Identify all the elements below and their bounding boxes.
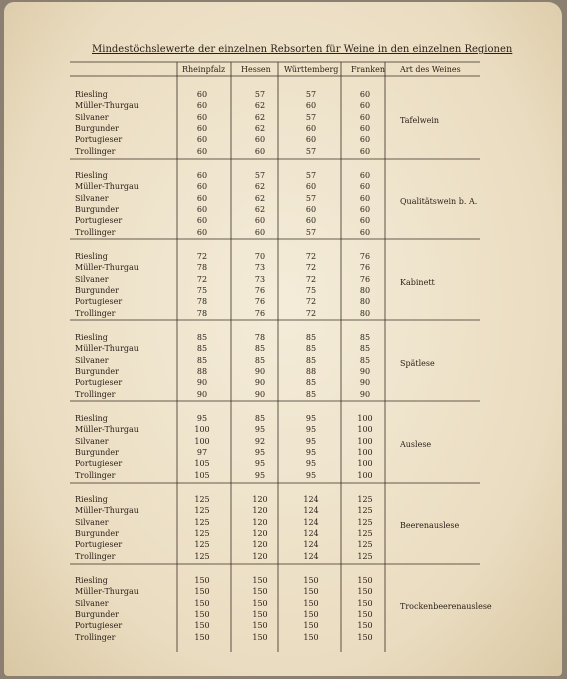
must-weight-value: 105 — [194, 459, 210, 469]
must-weight-value: 150 — [303, 576, 319, 585]
must-weight-value: 60 — [359, 193, 371, 203]
must-weight-value: 78 — [196, 263, 208, 273]
table-row — [4, 470, 562, 481]
must-weight-value: 62 — [254, 204, 266, 214]
table-row — [4, 146, 562, 157]
grape-variety: Silvaner — [75, 598, 109, 608]
must-weight-value: 85 — [196, 344, 208, 354]
wine-category-label: Spätlese — [400, 359, 435, 369]
table-row — [4, 134, 562, 145]
must-weight-value: 90 — [359, 378, 371, 388]
grape-variety: Portugieser — [75, 621, 123, 631]
must-weight-value: 60 — [305, 123, 317, 133]
must-weight-value: 124 — [303, 540, 319, 550]
must-weight-value: 57 — [305, 171, 317, 180]
must-weight-value: 125 — [357, 551, 373, 561]
must-weight-value: 88 — [196, 366, 208, 376]
must-weight-value: 85 — [305, 344, 317, 354]
table-row — [4, 494, 562, 505]
must-weight-value: 124 — [303, 517, 319, 527]
must-weight-value: 60 — [359, 112, 371, 122]
must-weight-value: 150 — [252, 621, 268, 631]
must-weight-value: 72 — [305, 274, 317, 284]
must-weight-value: 60 — [196, 227, 208, 237]
grape-variety: Burgunder — [75, 447, 119, 457]
must-weight-value: 73 — [254, 263, 266, 273]
must-weight-value: 60 — [254, 146, 266, 156]
must-weight-value: 95 — [254, 447, 266, 457]
must-weight-value: 85 — [254, 344, 266, 354]
must-weight-value: 95 — [305, 459, 317, 469]
must-weight-value: 76 — [359, 263, 371, 273]
must-weight-value: 60 — [196, 193, 208, 203]
grape-variety: Riesling — [75, 414, 108, 423]
must-weight-value: 80 — [359, 285, 371, 295]
table-row — [4, 413, 562, 424]
must-weight-value: 76 — [254, 308, 266, 318]
grape-variety: Trollinger — [75, 389, 116, 399]
must-weight-value: 120 — [252, 506, 268, 516]
must-weight-value: 60 — [359, 135, 371, 145]
grape-variety: Trollinger — [75, 146, 116, 156]
must-weight-value: 150 — [252, 609, 268, 619]
must-weight-value: 85 — [305, 378, 317, 388]
must-weight-value: 150 — [252, 632, 268, 642]
table-row — [4, 296, 562, 307]
must-weight-value: 124 — [303, 528, 319, 538]
must-weight-value: 90 — [196, 378, 208, 388]
table-row — [4, 551, 562, 562]
must-weight-value: 62 — [254, 101, 266, 111]
must-weight-value: 100 — [357, 459, 373, 469]
must-weight-value: 125 — [194, 551, 210, 561]
must-weight-value: 60 — [254, 216, 266, 226]
wine-category-label: Beerenauslese — [400, 521, 460, 531]
must-weight-value: 90 — [254, 366, 266, 376]
must-weight-value: 150 — [194, 632, 210, 642]
table-row — [4, 332, 562, 343]
table-row — [4, 389, 562, 400]
must-weight-value: 150 — [357, 609, 373, 619]
grape-variety: Müller-Thurgau — [75, 344, 139, 354]
must-weight-value: 120 — [252, 495, 268, 504]
grape-variety: Müller-Thurgau — [75, 101, 139, 111]
must-weight-value: 100 — [194, 436, 210, 446]
must-weight-value: 60 — [359, 101, 371, 111]
must-weight-value: 100 — [194, 425, 210, 435]
must-weight-value: 57 — [305, 112, 317, 122]
table-row — [4, 204, 562, 215]
must-weight-value: 78 — [196, 308, 208, 318]
header-art-des-weines: Art des Weines — [400, 65, 461, 74]
must-weight-value: 62 — [254, 193, 266, 203]
must-weight-value: 125 — [194, 506, 210, 516]
must-weight-value: 95 — [254, 425, 266, 435]
table-row — [4, 458, 562, 469]
header-rheinpfalz: Rheinpfalz — [182, 65, 226, 74]
grape-variety: Silvaner — [75, 436, 109, 446]
must-weight-value: 90 — [359, 389, 371, 399]
must-weight-value: 150 — [194, 576, 210, 585]
must-weight-value: 150 — [357, 632, 373, 642]
must-weight-value: 105 — [194, 470, 210, 480]
must-weight-value: 85 — [359, 333, 371, 342]
must-weight-value: 72 — [305, 297, 317, 307]
must-weight-value: 100 — [357, 470, 373, 480]
table-row — [4, 170, 562, 181]
table-row — [4, 343, 562, 354]
must-weight-value: 73 — [254, 274, 266, 284]
grape-variety: Trollinger — [75, 470, 116, 480]
must-weight-value: 125 — [357, 528, 373, 538]
must-weight-value: 60 — [305, 204, 317, 214]
must-weight-value: 60 — [359, 216, 371, 226]
grape-variety: Müller-Thurgau — [75, 425, 139, 435]
must-weight-value: 62 — [254, 182, 266, 192]
must-weight-value: 60 — [196, 123, 208, 133]
must-weight-value: 60 — [359, 227, 371, 237]
grape-variety: Burgunder — [75, 204, 119, 214]
grape-variety: Müller-Thurgau — [75, 263, 139, 273]
must-weight-value: 150 — [194, 609, 210, 619]
grape-variety: Burgunder — [75, 528, 119, 538]
must-weight-value: 150 — [303, 632, 319, 642]
must-weight-value: 60 — [196, 146, 208, 156]
must-weight-value: 150 — [194, 621, 210, 631]
must-weight-value: 88 — [305, 366, 317, 376]
must-weight-value: 100 — [357, 414, 373, 423]
must-weight-value: 60 — [359, 123, 371, 133]
must-weight-value: 72 — [305, 263, 317, 273]
grape-variety: Portugieser — [75, 297, 123, 307]
grape-variety: Riesling — [75, 333, 108, 342]
must-weight-value: 72 — [305, 308, 317, 318]
wine-category-label: Auslese — [400, 440, 432, 450]
must-weight-value: 60 — [305, 216, 317, 226]
must-weight-value: 150 — [252, 587, 268, 597]
grape-variety: Burgunder — [75, 285, 119, 295]
must-weight-value: 100 — [357, 436, 373, 446]
must-weight-value: 97 — [196, 447, 208, 457]
must-weight-value: 85 — [196, 355, 208, 365]
table-row — [4, 424, 562, 435]
must-weight-value: 78 — [196, 297, 208, 307]
table-row — [4, 100, 562, 111]
table-row — [4, 447, 562, 458]
must-weight-value: 85 — [359, 355, 371, 365]
must-weight-value: 95 — [196, 414, 208, 423]
grape-variety: Trollinger — [75, 308, 116, 318]
must-weight-value: 90 — [254, 389, 266, 399]
table-row — [4, 575, 562, 586]
must-weight-value: 60 — [359, 182, 371, 192]
table-row — [4, 308, 562, 319]
grape-variety: Müller-Thurgau — [75, 182, 139, 192]
table-row — [4, 181, 562, 192]
must-weight-value: 85 — [305, 355, 317, 365]
must-weight-value: 85 — [254, 414, 266, 423]
header-franken: Franken — [351, 65, 386, 74]
must-weight-value: 60 — [196, 101, 208, 111]
must-weight-value: 124 — [303, 506, 319, 516]
must-weight-value: 150 — [194, 598, 210, 608]
must-weight-value: 90 — [359, 366, 371, 376]
grape-variety: Portugieser — [75, 135, 123, 145]
must-weight-value: 85 — [196, 333, 208, 342]
grape-variety: Riesling — [75, 171, 108, 180]
must-weight-value: 150 — [303, 609, 319, 619]
must-weight-value: 60 — [196, 182, 208, 192]
must-weight-value: 60 — [196, 90, 208, 99]
must-weight-value: 95 — [305, 436, 317, 446]
table-row — [4, 528, 562, 539]
must-weight-value: 85 — [305, 333, 317, 342]
must-weight-value: 57 — [305, 90, 317, 99]
must-weight-value: 85 — [305, 389, 317, 399]
must-weight-value: 60 — [196, 112, 208, 122]
must-weight-value: 60 — [196, 135, 208, 145]
must-weight-value: 125 — [357, 506, 373, 516]
must-weight-value: 57 — [305, 146, 317, 156]
table-row — [4, 505, 562, 516]
must-weight-value: 80 — [359, 297, 371, 307]
grape-variety: Silvaner — [75, 517, 109, 527]
must-weight-value: 120 — [252, 528, 268, 538]
table-row — [4, 517, 562, 531]
grape-variety: Müller-Thurgau — [75, 506, 139, 516]
grape-variety: Riesling — [75, 495, 108, 504]
table-row — [4, 285, 562, 296]
must-weight-value: 95 — [305, 470, 317, 480]
grape-variety: Riesling — [75, 252, 108, 261]
table-row — [4, 377, 562, 388]
must-weight-value: 100 — [357, 425, 373, 435]
table-row — [4, 366, 562, 377]
must-weight-value: 57 — [305, 193, 317, 203]
must-weight-value: 60 — [254, 135, 266, 145]
must-weight-value: 120 — [252, 517, 268, 527]
must-weight-value: 60 — [305, 135, 317, 145]
must-weight-value: 60 — [359, 204, 371, 214]
must-weight-value: 76 — [359, 252, 371, 261]
grape-variety: Portugieser — [75, 540, 123, 550]
must-weight-value: 150 — [194, 587, 210, 597]
must-weight-value: 78 — [254, 333, 266, 342]
must-weight-value: 76 — [254, 297, 266, 307]
must-weight-value: 150 — [357, 598, 373, 608]
must-weight-value: 124 — [303, 495, 319, 504]
must-weight-value: 150 — [303, 621, 319, 631]
must-weight-value: 125 — [357, 517, 373, 527]
page-title: Mindestöchslewerte der einzelnen Rebsorten für Weine in den einzelnen Regionen — [92, 44, 513, 55]
must-weight-value: 85 — [359, 344, 371, 354]
must-weight-value: 72 — [196, 252, 208, 261]
must-weight-value: 60 — [359, 90, 371, 99]
must-weight-value: 76 — [254, 285, 266, 295]
must-weight-value: 120 — [252, 551, 268, 561]
must-weight-value: 62 — [254, 123, 266, 133]
must-weight-value: 92 — [254, 436, 266, 446]
table-row — [4, 620, 562, 631]
grape-variety: Riesling — [75, 90, 108, 99]
grape-variety: Trollinger — [75, 632, 116, 642]
must-weight-value: 150 — [303, 587, 319, 597]
grape-variety: Trollinger — [75, 227, 116, 237]
must-weight-value: 60 — [305, 182, 317, 192]
must-weight-value: 150 — [252, 598, 268, 608]
must-weight-value: 60 — [359, 171, 371, 180]
must-weight-value: 124 — [303, 551, 319, 561]
must-weight-value: 125 — [194, 495, 210, 504]
wine-category-label: Qualitätswein b. A. — [400, 197, 478, 207]
must-weight-value: 70 — [254, 252, 266, 261]
must-weight-value: 60 — [359, 146, 371, 156]
grape-variety: Silvaner — [75, 274, 109, 284]
must-weight-value: 60 — [305, 101, 317, 111]
grape-variety: Burgunder — [75, 366, 119, 376]
header-hessen: Hessen — [241, 65, 271, 74]
table-row — [4, 436, 562, 450]
table-row — [4, 215, 562, 226]
table-row — [4, 355, 562, 369]
must-weight-value: 57 — [254, 90, 266, 99]
table-row — [4, 632, 562, 643]
grape-variety: Trollinger — [75, 551, 116, 561]
table-row — [4, 123, 562, 134]
wine-category-label: Kabinett — [400, 278, 435, 288]
must-weight-value: 60 — [196, 216, 208, 226]
grape-variety: Portugieser — [75, 459, 123, 469]
table-row — [4, 112, 562, 126]
grape-variety: Burgunder — [75, 123, 119, 133]
grape-variety: Portugieser — [75, 378, 123, 388]
must-weight-value: 75 — [305, 285, 317, 295]
must-weight-value: 90 — [196, 389, 208, 399]
table-row — [4, 262, 562, 273]
must-weight-value: 150 — [357, 587, 373, 597]
must-weight-value: 80 — [359, 308, 371, 318]
grape-variety: Silvaner — [75, 193, 109, 203]
document-page — [4, 2, 562, 676]
grape-variety: Riesling — [75, 576, 108, 585]
must-weight-value: 72 — [305, 252, 317, 261]
table-row — [4, 274, 562, 288]
must-weight-value: 95 — [254, 470, 266, 480]
must-weight-value: 72 — [196, 274, 208, 284]
must-weight-value: 125 — [194, 540, 210, 550]
must-weight-value: 150 — [252, 576, 268, 585]
grape-variety: Silvaner — [75, 355, 109, 365]
must-weight-value: 57 — [305, 227, 317, 237]
must-weight-value: 85 — [254, 355, 266, 365]
grape-variety: Burgunder — [75, 609, 119, 619]
must-weight-value: 125 — [357, 540, 373, 550]
table-row — [4, 89, 562, 100]
must-weight-value: 125 — [194, 528, 210, 538]
must-weight-value: 60 — [196, 204, 208, 214]
table-row — [4, 251, 562, 262]
must-weight-value: 90 — [254, 378, 266, 388]
must-weight-value: 95 — [305, 414, 317, 423]
must-weight-value: 75 — [196, 285, 208, 295]
must-weight-value: 100 — [357, 447, 373, 457]
must-weight-value: 150 — [357, 621, 373, 631]
must-weight-value: 60 — [196, 171, 208, 180]
must-weight-value: 120 — [252, 540, 268, 550]
must-weight-value: 125 — [357, 495, 373, 504]
must-weight-value: 150 — [303, 598, 319, 608]
table-row — [4, 586, 562, 597]
grape-variety: Müller-Thurgau — [75, 587, 139, 597]
table-row — [4, 193, 562, 207]
table-row — [4, 227, 562, 238]
grape-variety: Portugieser — [75, 216, 123, 226]
must-weight-value: 76 — [359, 274, 371, 284]
must-weight-value: 95 — [305, 425, 317, 435]
table-row — [4, 539, 562, 550]
grape-variety: Silvaner — [75, 112, 109, 122]
must-weight-value: 62 — [254, 112, 266, 122]
must-weight-value: 60 — [254, 227, 266, 237]
wine-category-label: Trockenbeerenauslese — [400, 602, 492, 612]
must-weight-value: 95 — [254, 459, 266, 469]
must-weight-value: 95 — [305, 447, 317, 457]
header-wuerttemberg: Württemberg — [284, 65, 339, 74]
wine-category-label: Tafelwein — [400, 116, 440, 126]
must-weight-value: 150 — [357, 576, 373, 585]
must-weight-value: 57 — [254, 171, 266, 180]
must-weight-value: 125 — [194, 517, 210, 527]
